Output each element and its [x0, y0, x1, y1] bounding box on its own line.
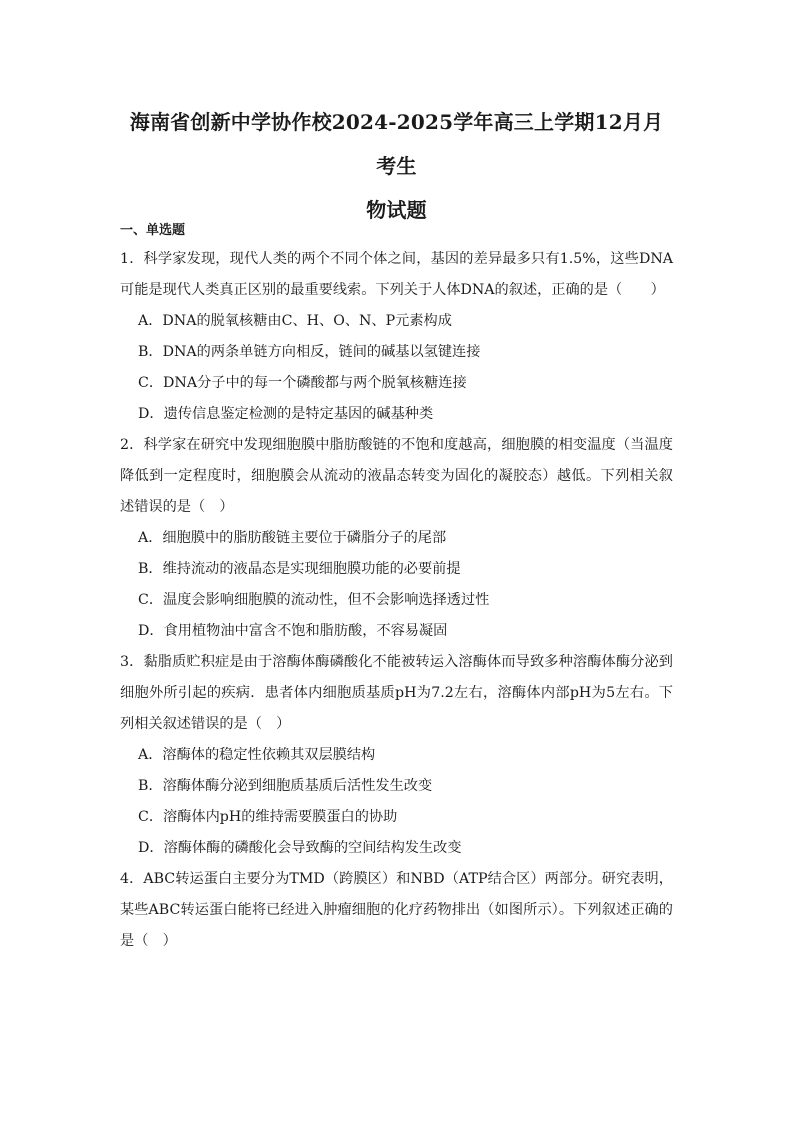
option-c: C．温度会影响细胞膜的流动性，但不会影响选择透过性	[138, 592, 490, 608]
option-a: A．溶酶体的稳定性依赖其双层膜结构	[138, 747, 376, 763]
question-stem: 2．科学家在研究中发现细胞膜中脂肪酸链的不饱和度越高，细胞膜的相变温度（当温度降低到一定程度时，细胞膜会从流动的液晶态转变为固化的凝胶态）越低。下列相关叙述错误的是（ ）	[120, 437, 673, 515]
question-1	[120, 244, 673, 430]
question-list	[120, 244, 673, 957]
option-a: A．DNA的脱氧核糖由C、H、O、N、P元素构成	[138, 313, 452, 329]
question-stem: 3．黏脂质贮积症是由于溶酶体酶磷酸化不能被转运入溶酶体而导致多种溶酶体酶分泌到细胞外所引起的疾病．患者体内细胞质基质pH为7.2左右，溶酶体内部pH为5左右。下列相关叙述错误的是（ ）	[120, 654, 673, 732]
option-d: D．遗传信息鉴定检测的是特定基因的碱基种类	[138, 406, 434, 422]
option-b: B．DNA的两条单链方向相反，链间的碱基以氢键连接	[138, 344, 481, 360]
question-2	[120, 430, 673, 647]
option-b: B．维持流动的液晶态是实现细胞膜功能的必要前提	[138, 561, 461, 577]
question-stem: 1．科学家发现，现代人类的两个不同个体之间，基因的差异最多只有1.5%，这些DNA可能是现代人类真正区别的最重要线索。下列关于人体DNA的叙述，正确的是（ ）	[120, 251, 673, 298]
section-heading: 一、单选题	[120, 223, 186, 238]
option-d: D．食用植物油中富含不饱和脂肪酸，不容易凝固	[138, 623, 448, 639]
option-c: C．DNA分子中的每一个磷酸都与两个脱氧核糖连接	[138, 375, 467, 391]
option-b: B．溶酶体酶分泌到细胞质基质后活性发生改变	[138, 778, 433, 794]
option-d: D．溶酶体酶的磷酸化会导致酶的空间结构发生改变	[138, 840, 462, 856]
document-title	[120, 100, 673, 232]
question-4	[120, 864, 673, 957]
title-line-1: 海南省创新中学协作校2024-2025学年高三上学期12月月考生	[129, 110, 664, 178]
option-a: A．细胞膜中的脂肪酸链主要位于磷脂分子的尾部	[138, 530, 447, 546]
title-line-2: 物试题	[366, 198, 427, 222]
question-3	[120, 647, 673, 864]
option-c: C．溶酶体内pH的维持需要膜蛋白的协助	[138, 809, 398, 825]
question-stem: 4．ABC转运蛋白主要分为TMD（跨膜区）和NBD（ATP结合区）两部分。研究表明，某些ABC转运蛋白能将已经进入肿瘤细胞的化疗药物排出（如图所示）。下列叙述正确的是（ ）	[120, 871, 673, 949]
